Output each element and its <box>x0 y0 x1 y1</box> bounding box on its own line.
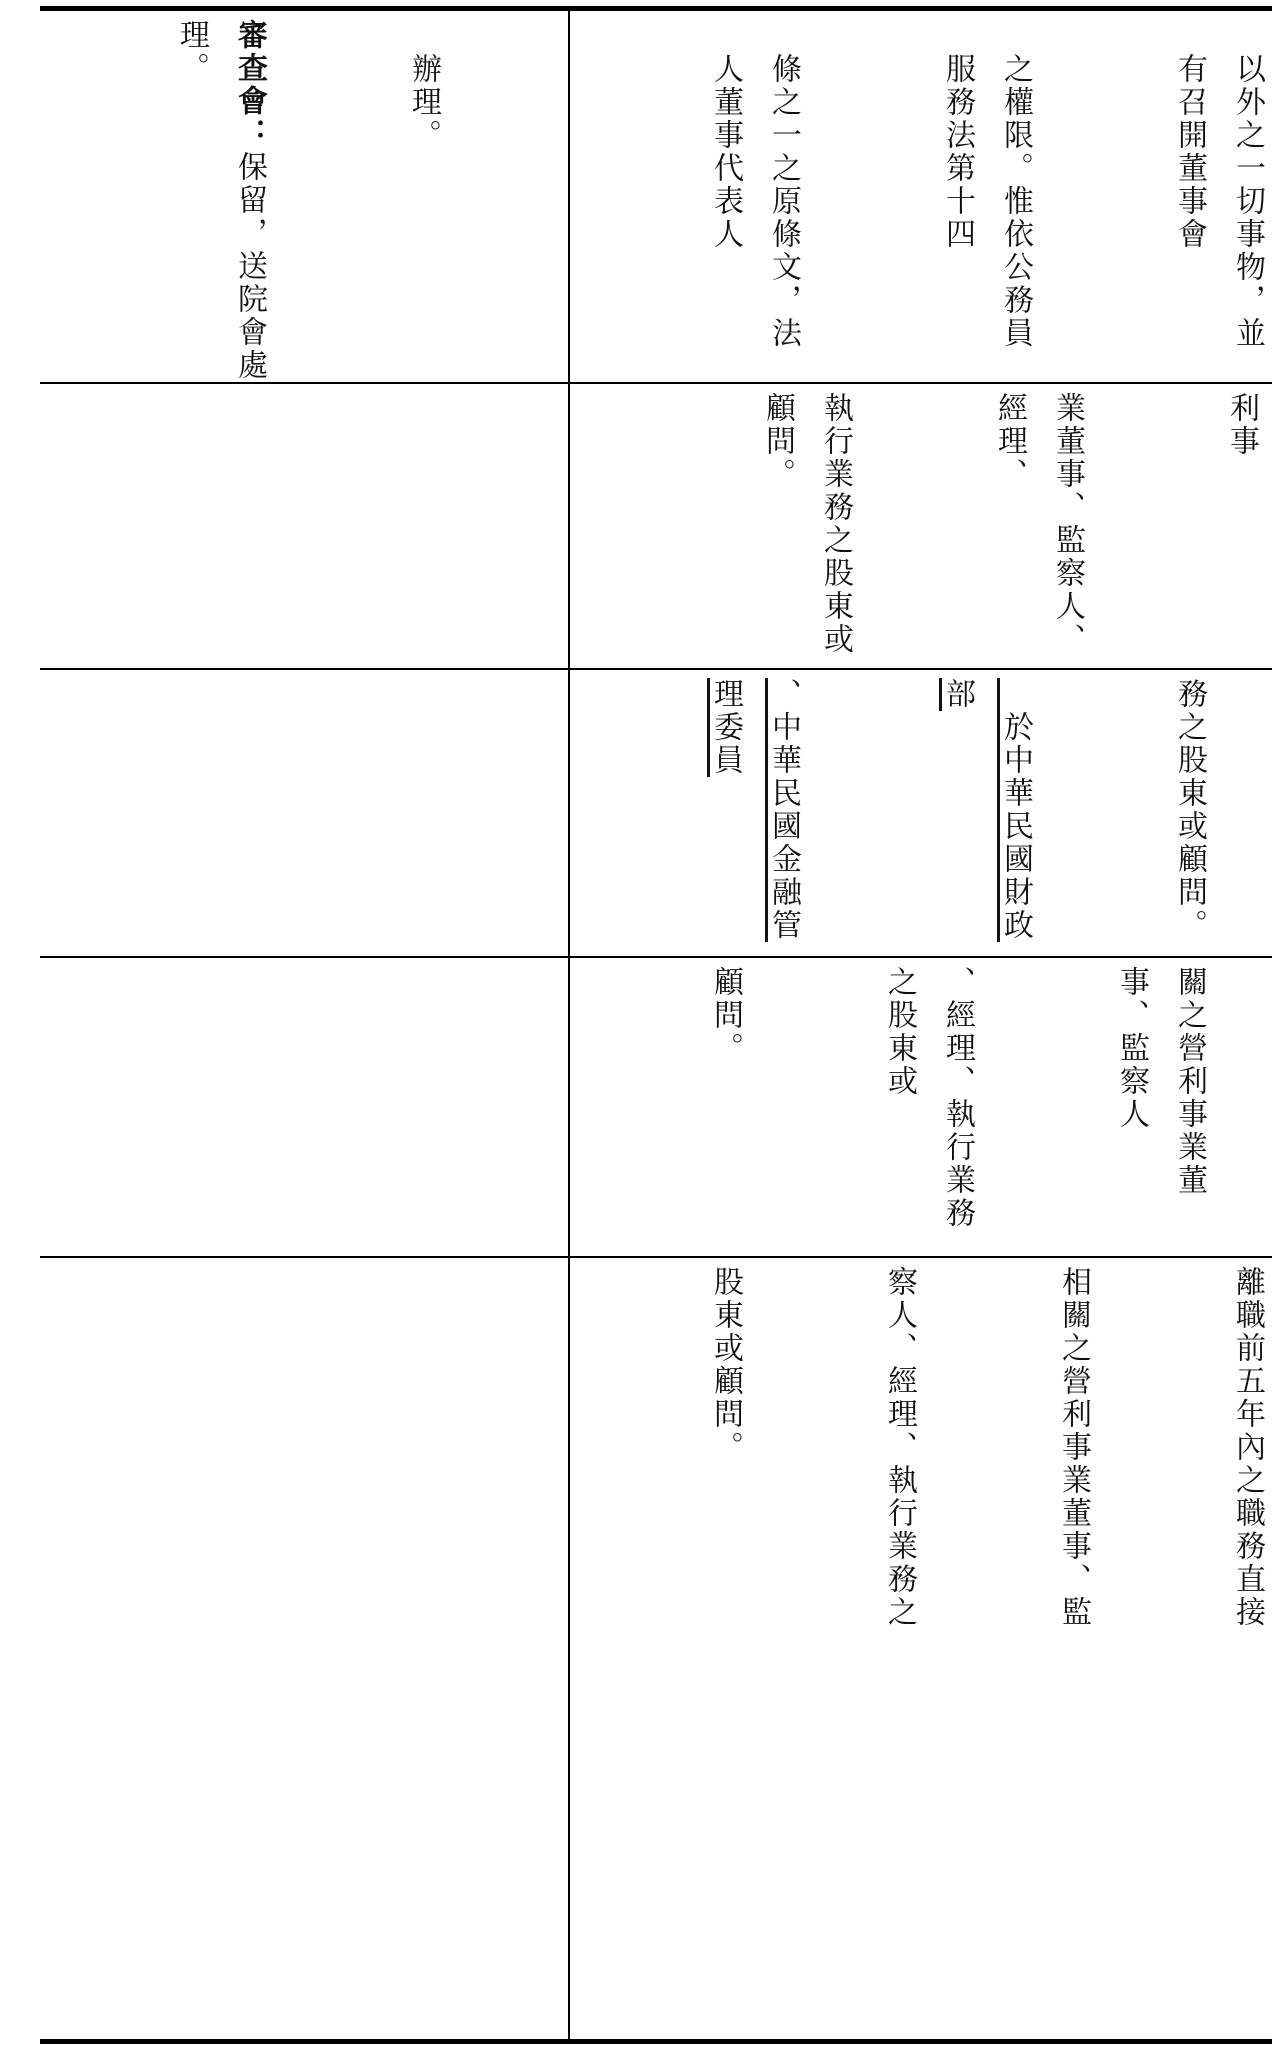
bottom-border-rule <box>40 2039 1272 2044</box>
text-line: 以外之一切事物，並有召開董事會 <box>1172 53 1265 350</box>
document-page <box>40 6 1272 2044</box>
text-line: 辦理。 <box>406 53 441 152</box>
text-line: 執行業務之股東或顧問。 <box>760 392 853 656</box>
text-line: 離職前五年內之職務直接 <box>1230 1266 1265 1629</box>
article-text <box>580 678 1272 956</box>
left-row5-cell <box>40 1258 568 2039</box>
left-row2-cell <box>40 384 568 668</box>
left-row3-cell <box>40 670 568 956</box>
review-text: 保留，送院會處理。 <box>174 19 267 382</box>
article-text <box>632 392 1272 668</box>
proposal-notes <box>580 19 1272 382</box>
text-line: 之權限。惟依公務員服務法第十四 <box>940 53 1033 350</box>
article-text <box>580 1266 1272 2039</box>
text-line: 、中華民國金融管理委員 <box>708 678 801 942</box>
review-label: 審查會： <box>232 19 267 151</box>
right-row5-cell <box>572 1258 1272 2039</box>
text-line: 顧問。 <box>708 966 743 1065</box>
text-line: 相關之營利事業董事、監 <box>1056 1266 1091 1629</box>
text-line: 於中華民國財政部 <box>940 678 1033 942</box>
text-line: 、經理、執行業務之股東或 <box>882 966 975 1230</box>
text-line: 業董事、監察人、經理、 <box>992 392 1085 656</box>
left-upper-cell <box>40 11 568 382</box>
text-line: 股東或顧問。 <box>708 1266 743 1464</box>
right-row2-cell <box>572 384 1272 668</box>
text-line: 務之股東或顧問。 <box>1172 678 1207 942</box>
right-row4-cell <box>572 958 1272 1256</box>
right-row1-cell <box>572 11 1272 382</box>
column-divider <box>568 11 570 2039</box>
right-row3-cell <box>572 670 1272 956</box>
text-line: 關之營利事業董事、監察人 <box>1114 966 1207 1197</box>
left-row4-cell <box>40 958 568 1256</box>
article-text <box>580 966 1272 1256</box>
explanation-text <box>46 19 568 382</box>
text-line: 利事 <box>1224 392 1259 458</box>
text-line: 條之一之原條文，法人董事代表人 <box>708 53 801 350</box>
text-line: 察人、經理、執行業務之 <box>882 1266 917 1629</box>
